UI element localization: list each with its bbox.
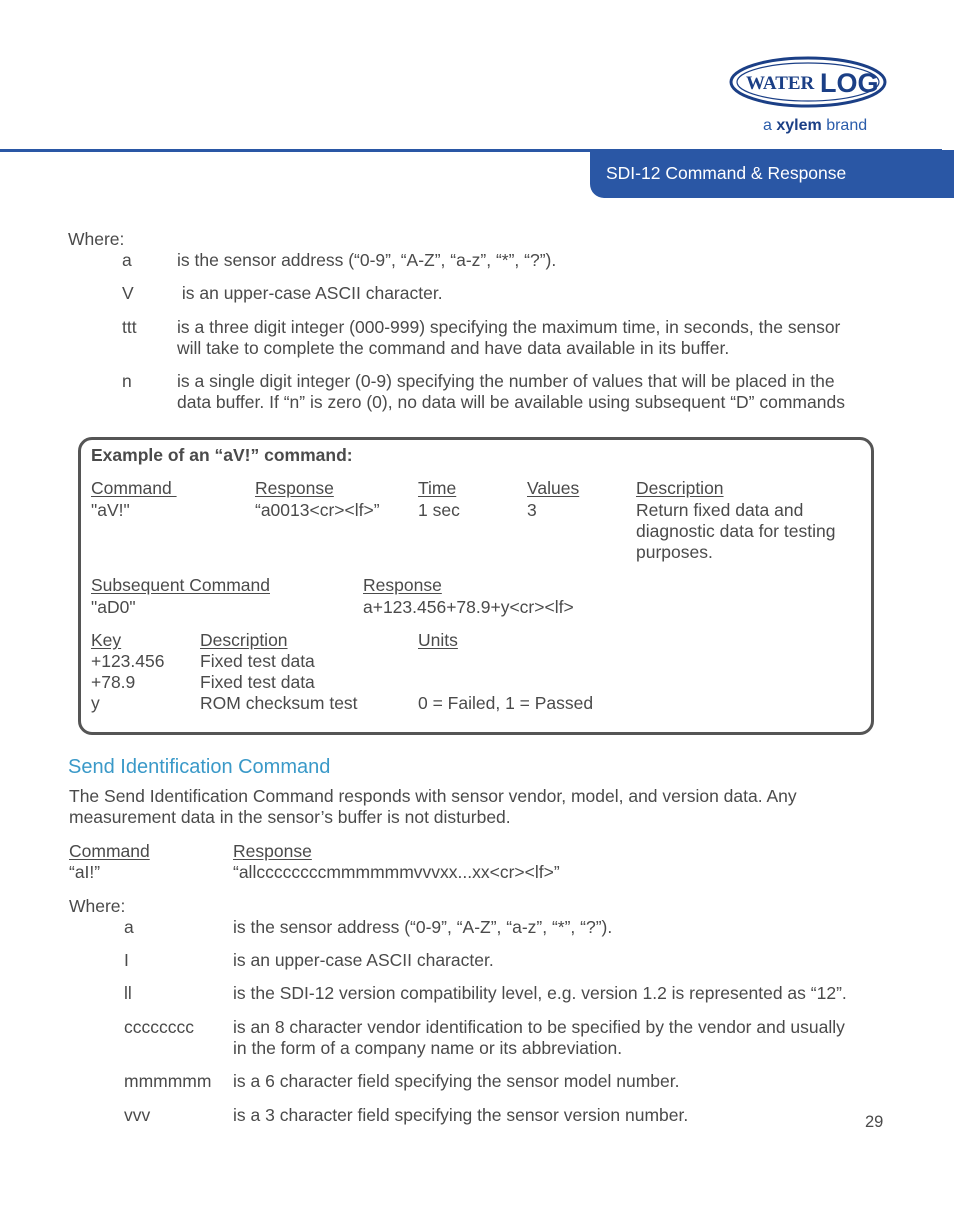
where-definition: data buffer. If “n” is zero (0), no data will be available using subsequent “D” commands xyxy=(177,392,845,412)
key-cell: y xyxy=(91,693,100,713)
col-header-subsequent-command: Subsequent Command xyxy=(91,575,270,595)
section-banner xyxy=(590,150,954,198)
where-definition: is an upper-case ASCII character. xyxy=(233,950,494,970)
xylem-tagline: a xylem brand xyxy=(763,117,868,134)
col-header-units: Units xyxy=(418,630,458,650)
key-cell: +123.456 xyxy=(91,651,165,671)
col-header-response: Response xyxy=(255,478,334,498)
where-term: a xyxy=(122,250,132,270)
col-header-response: Response xyxy=(233,841,312,861)
section-title: SDI-12 Command & Response xyxy=(606,163,847,183)
col-header-command: Command xyxy=(91,478,177,498)
where-term: cccccccc xyxy=(124,1017,194,1037)
where-definition: is the SDI-12 version compatibility level, e.g. version 1.2 is represented as “12”. xyxy=(233,983,847,1003)
where-definition: is the sensor address (“0-9”, “A-Z”, “a-z”, “*”, “?”). xyxy=(177,250,557,270)
col-header-description: Description xyxy=(636,478,724,498)
where-definition: is a three digit integer (000-999) specifying the maximum time, in seconds, the sensor xyxy=(177,317,841,337)
where-label: Where: xyxy=(69,896,126,916)
logo-text-water: WATER xyxy=(746,73,815,94)
ident-response: “allccccccccmmmmmmvvvxx...xx<cr><lf>” xyxy=(233,862,560,882)
where-term: a xyxy=(124,917,134,937)
waterlog-logo xyxy=(728,55,888,110)
units-cell: 0 = Failed, 1 = Passed xyxy=(418,693,594,713)
col-header-key: Key xyxy=(91,630,122,650)
logo-text-log: LOG xyxy=(820,68,879,98)
where-definition: is an 8 character vendor identification to be specified by the vendor and usually xyxy=(233,1017,845,1037)
col-header-command: Command xyxy=(69,841,150,861)
col-header-time: Time xyxy=(418,478,457,498)
where-label: Where: xyxy=(68,229,125,249)
section-heading: Send Identification Command xyxy=(68,756,331,778)
body-text: The Send Identification Command responds with sensor vendor, model, and version data. Any xyxy=(69,786,797,806)
col-header-key-description: Description xyxy=(200,630,288,650)
where-term: ttt xyxy=(122,317,137,337)
example-time: 1 sec xyxy=(418,500,460,520)
xylem-wordmark: xylem xyxy=(776,117,822,134)
example-description: purposes. xyxy=(636,542,713,562)
where-term: ll xyxy=(124,983,132,1003)
where-definition: will take to complete the command and have data available in its buffer. xyxy=(177,338,730,358)
key-description-cell: Fixed test data xyxy=(200,672,315,692)
where-term: V xyxy=(122,283,134,303)
col-header-values: Values xyxy=(527,478,580,498)
where-term: mmmmmm xyxy=(124,1071,212,1091)
where-definition: is the sensor address (“0-9”, “A-Z”, “a-z”, “*”, “?”). xyxy=(233,917,613,937)
body-text: measurement data in the sensor’s buffer is not disturbed. xyxy=(69,807,511,827)
key-cell: +78.9 xyxy=(91,672,136,692)
where-term: I xyxy=(124,950,129,970)
example-command: "aV!" xyxy=(91,500,130,520)
example-title: Example of an “aV!” command: xyxy=(91,445,353,465)
subsequent-response: a+123.456+78.9+y<cr><lf> xyxy=(363,597,574,617)
where-term: n xyxy=(122,371,132,391)
where-definition: is a 3 character field specifying the sensor version number. xyxy=(233,1105,689,1125)
col-header-subsequent-response: Response xyxy=(363,575,442,595)
page-number: 29 xyxy=(865,1113,884,1131)
example-description: diagnostic data for testing xyxy=(636,521,836,541)
key-description-cell: Fixed test data xyxy=(200,651,315,671)
key-description-cell: ROM checksum test xyxy=(200,693,358,713)
subsequent-command: "aD0" xyxy=(91,597,136,617)
example-values: 3 xyxy=(527,500,537,520)
example-response: “a0013<cr><lf>” xyxy=(255,500,380,520)
ident-command: “aI!” xyxy=(69,862,101,882)
where-definition: is a single digit integer (0-9) specifying the number of values that will be placed in the xyxy=(177,371,835,391)
where-term: vvv xyxy=(124,1105,151,1125)
example-description: Return fixed data and xyxy=(636,500,804,520)
where-definition: in the form of a company name or its abbreviation. xyxy=(233,1038,623,1058)
where-definition: is a 6 character field specifying the sensor model number. xyxy=(233,1071,680,1091)
where-definition: is an upper-case ASCII character. xyxy=(177,283,443,303)
